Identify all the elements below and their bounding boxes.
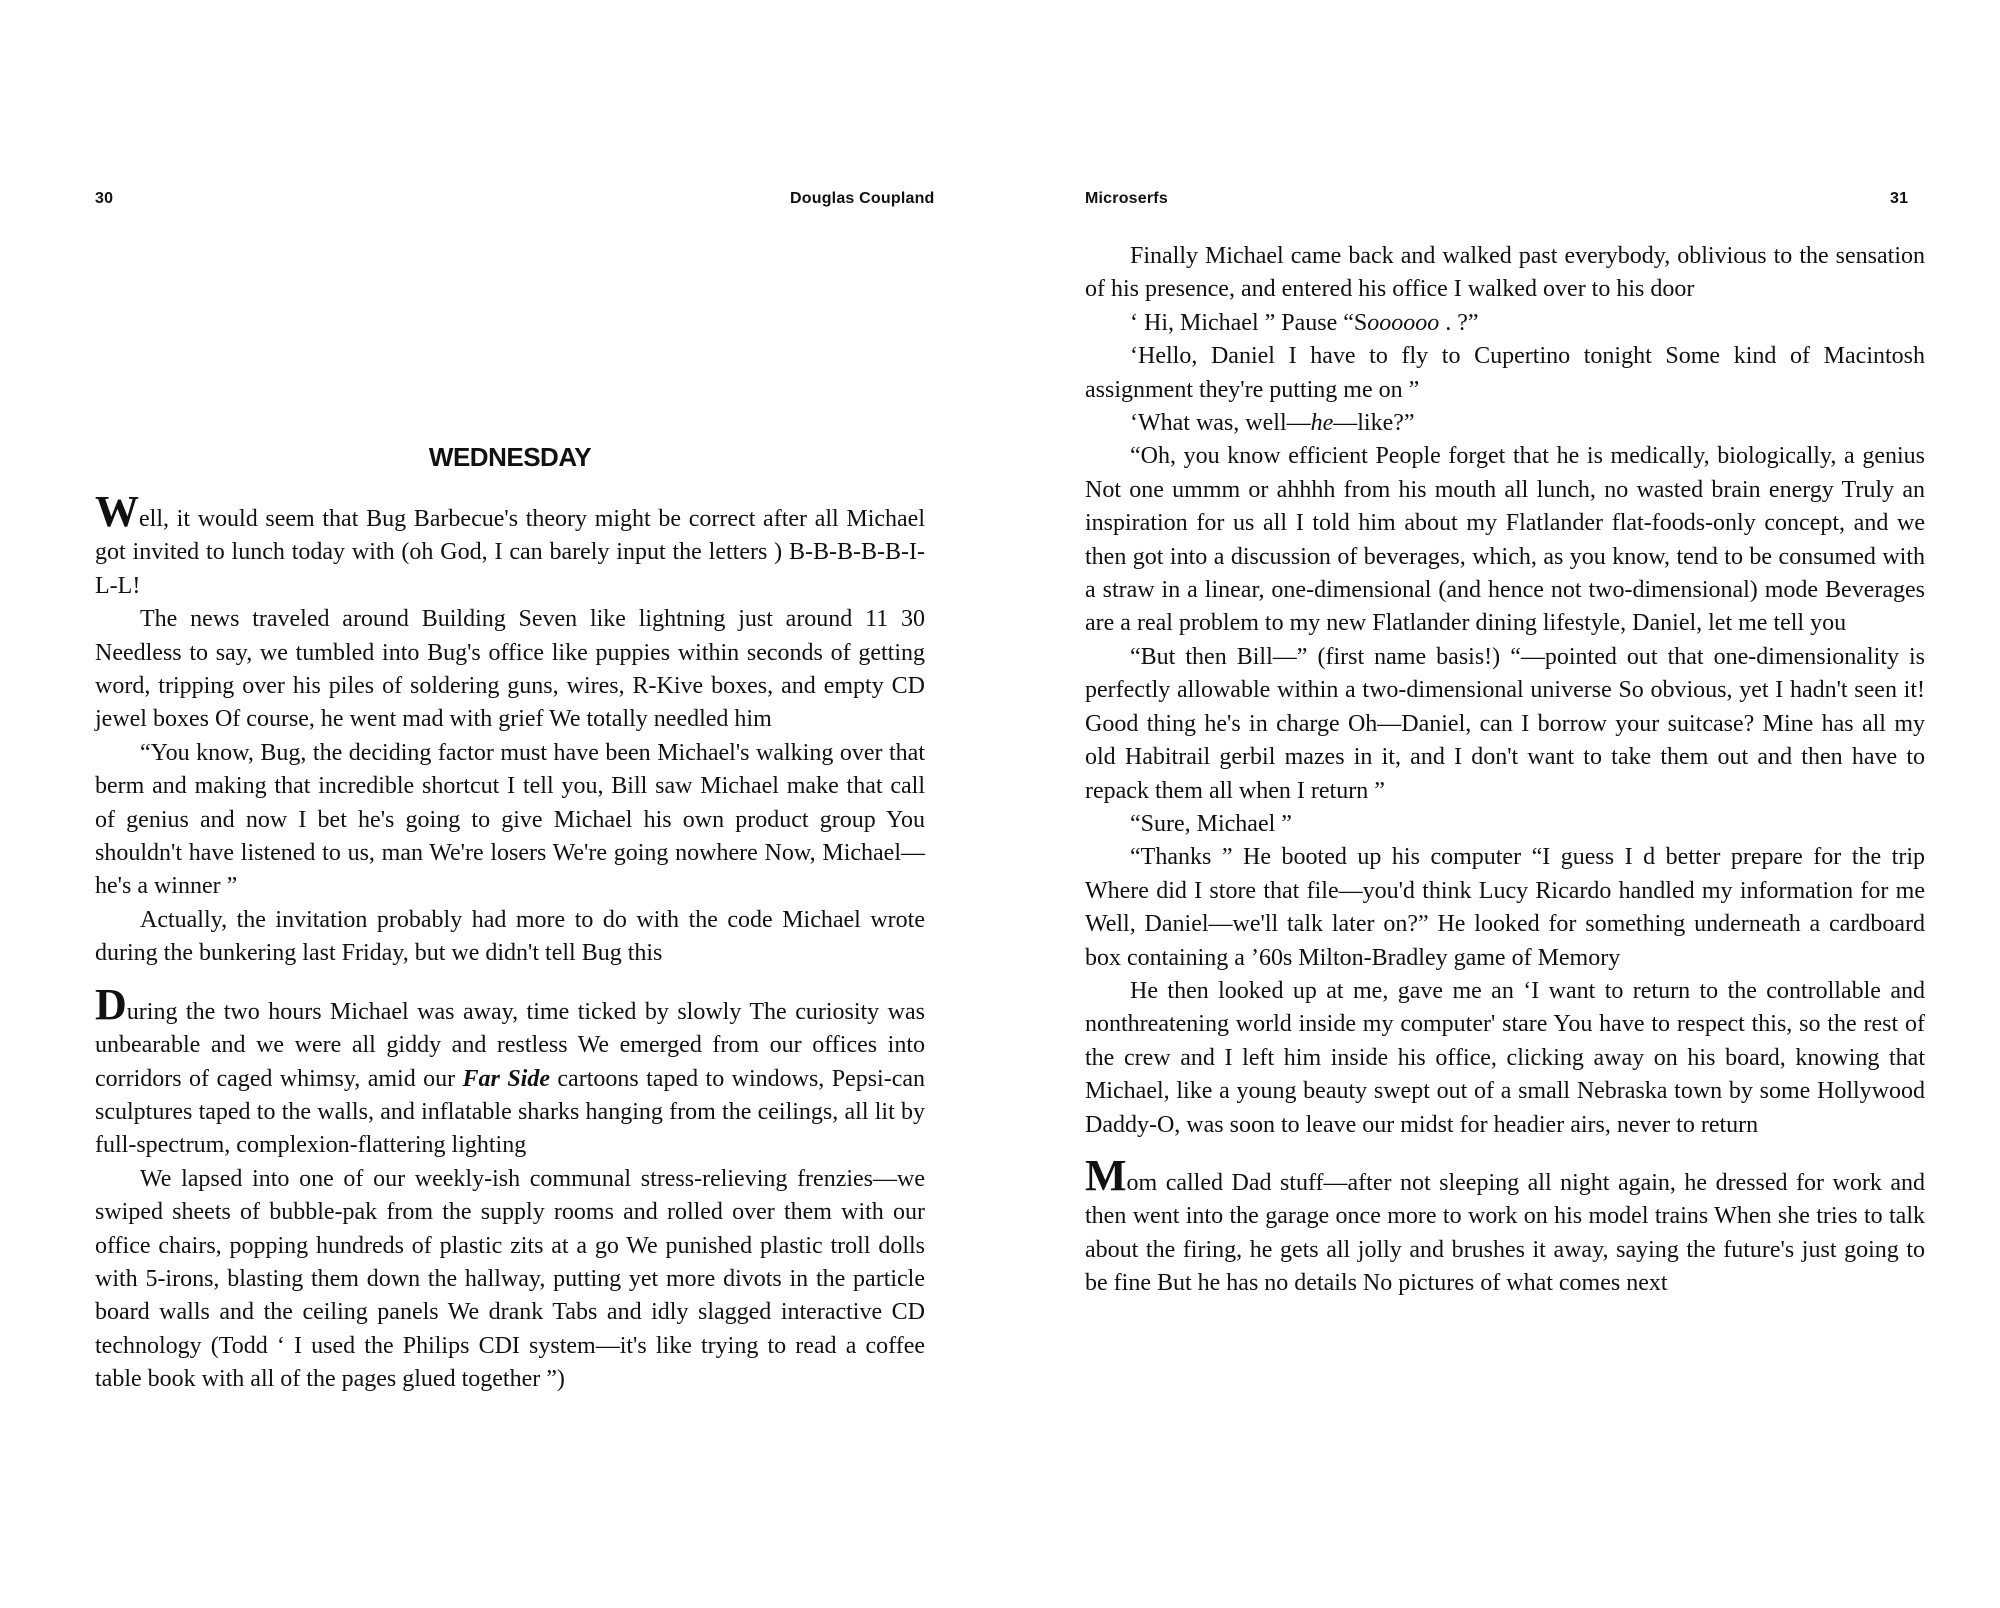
left-body-text [95, 487, 926, 1397]
paragraph: Actually, the invitation probably had more to do with the code Michael wrote during the bunkering last Friday, but we didn't tell Bug this [95, 906, 925, 967]
paragraph: During the two hours Michael was away, time ticked by slowly The curiosity was unbearable and we were all giddy and restless We emerged from our offices into corridors of caged whimsy, amid our Far Side cartoons taped to windows, Pepsi-can sculptures taped to the walls, and inflatable sharks hanging from the ceilings, all lit by full-spectrum, complexion-flattering lighting [95, 979, 926, 1159]
paragraph: “But then Bill—” (first name basis!) “—pointed out that one-dimensionality is perfectly allowable within a two-dimensional universe So obvious, yet I hadn't seen it! Good thing he's in charge Oh—Daniel, can I borrow your suitcase? Mine has all my old Habitrail gerbil mazes in it, and I don't want to take them out and then have to repack them all when I return ” [1085, 643, 1925, 804]
running-head-title: Microserfs [1085, 190, 1168, 207]
page-number-left: 30 [95, 190, 114, 207]
paragraph: “Thanks ” He booted up his computer “I guess I d better prepare for the trip Where did I store that file—you'd think Lucy Ricardo handled my information for me Well, Daniel—we'll talk later on?” He looked for something underneath a cardboard box containing a ’60s Milton-Bradley game of Memory [1085, 844, 1925, 971]
paragraph: ‘What was, well—he—like?” [1130, 410, 1415, 437]
chapter-title: WEDNESDAY [428, 442, 592, 472]
paragraph: Well, it would seem that Bug Barbecue's theory might be correct after all Michael got invited to lunch today with (oh God, I can barely input the letters ) B-B-B-B-B-I-L-L! [95, 487, 925, 599]
italic-title: Far Side [462, 1065, 550, 1092]
running-head-author: Douglas Coupland [790, 190, 935, 207]
paragraph: ‘ Hi, Michael ” Pause “Soooooo . ?” [1130, 309, 1479, 336]
right-body-text [1085, 240, 1925, 1301]
italic-text: oooooo [1367, 309, 1440, 336]
paragraph: Finally Michael came back and walked past everybody, oblivious to the sensation of his presence, and entered his office I walked over to his door [1085, 243, 1925, 303]
paragraph: He then looked up at me, gave me an ‘I want to return to the controllable and nonthreatening world inside my computer' stare You have to respect this, so the rest of the crew and I left him inside his office, clicking away on his board, knowing that Michael, like a young beauty swept out of a small Nebraska town by some Hollywood Daddy-O, was soon to leave our midst for headier airs, never to return [1085, 977, 1925, 1138]
paragraph: The news traveled around Building Seven like lightning just around 11 30 Needless to say, we tumbled into Bug's office like puppies within seconds of getting word, tripping over his piles of soldering guns, wires, R-Kive boxes, and empty CD jewel boxes Of course, he went mad with grief We totally needled him [95, 606, 925, 733]
paragraph: Mom called Dad stuff—after not sleeping all night again, he dressed for work and then went into the garage once more to work on his model trains When she tries to talk about the firing, he gets all jolly and brushes it away, saying the future's just going to be fine But he has no details No pictures of what comes next [1085, 1150, 1925, 1297]
paragraph: “Oh, you know efficient People forget that he is medically, biologically, a genius Not one ummm or ahhhh from his mouth all lunch, no wasted brain energy Truly an inspiration for us all I told him about my Flatlander flat-foods-only concept, and we then got into a discussion of beverages, which, as you know, tend to be consumed with a straw in a linear, one-dimensional (and hence not two-dimensional) mode Beverages are a real problem to my new Flatlander dining lifestyle, Daniel, let me tell you [1085, 443, 1925, 637]
drop-cap: D [95, 979, 127, 1029]
paragraph: “You know, Bug, the deciding factor must have been Michael's walking over that berm and making that incredible shortcut I tell you, Bill saw Michael make that call of genius and now I bet he's going to give Michael his own product group You shouldn't have listened to us, man We're losers We're going nowhere Now, Michael—he's a winner ” [95, 739, 925, 900]
paragraph: We lapsed into one of our weekly-ish communal stress-relieving frenzies—we swiped sheets of bubble-pak from the supply rooms and rolled over them with our office chairs, popping hundreds of plastic zits at a go We punished plastic troll dolls with 5-irons, blasting them down the hallway, putting yet more divots in the particle board walls and the ceiling panels We drank Tabs and idly slagged interactive CD technology (Todd ‘ I used the Philips CDI system—it's like trying to read a coffee table book with all of the pages glued together ”) [95, 1165, 925, 1393]
right-page [1000, 0, 2000, 1608]
page-number-right: 31 [1890, 190, 1909, 207]
italic-text: he [1310, 410, 1334, 437]
drop-cap: W [95, 487, 139, 536]
drop-cap: M [1085, 1150, 1127, 1200]
paragraph: ‘Hello, Daniel I have to fly to Cupertino tonight Some kind of Macintosh assignment they're putting me on ” [1085, 343, 1925, 403]
paragraph: “Sure, Michael ” [1130, 810, 1292, 837]
